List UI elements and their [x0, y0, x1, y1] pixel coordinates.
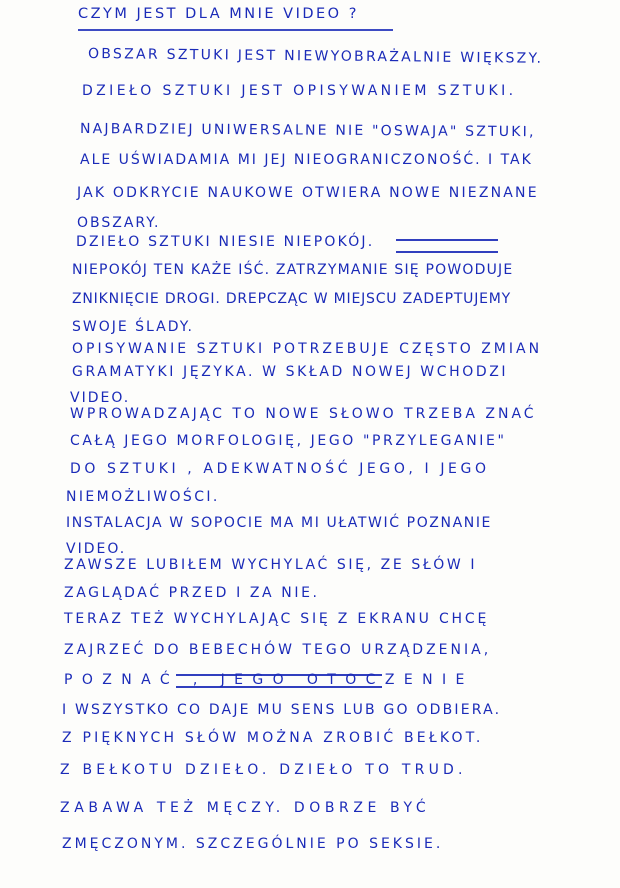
text-line-22: TERAZ TEŻ WYCHYLAJĄC SIĘ Z EKRANU CHCĘ: [64, 611, 490, 627]
text-line-18: INSTALACJA W SOPOCIE MA MI UŁATWIĆ POZNANIE: [66, 515, 492, 531]
text-line-24: POZNAĆ , JEGO OTOCZENIE: [64, 672, 474, 688]
text-line-9: ZNIKNIĘCIE DROGI. DREPCZĄC W MIEJSCU ZADEPTUJEMY: [72, 291, 512, 307]
title-underline: [78, 29, 393, 31]
text-line-20: ZAWSZE LUBIŁEM WYCHYLAĆ SIĘ, ZE SŁÓW I: [64, 557, 478, 573]
text-line-26: Z PIĘKNYCH SŁÓW MOŻNA ZROBIĆ BEŁKOT.: [62, 730, 484, 746]
text-line-8: NIEPOKÓJ TEN KAŻE IŚĆ. ZATRZYMANIE SIĘ POWODUJE: [72, 262, 514, 278]
text-line-13: VIDEO.: [70, 390, 131, 406]
page-title: CZYM JEST DLA MNIE VIDEO ?: [78, 6, 359, 22]
text-line-17: NIEMOŻLIWOŚCI.: [66, 489, 220, 505]
text-line-5: JAK ODKRYCIE NAUKOWE OTWIERA NOWE NIEZNANE: [77, 185, 539, 201]
strikethrough-1: [396, 239, 498, 253]
text-line-7: DZIEŁO SZTUKI NIESIE NIEPOKÓJ.: [76, 234, 375, 250]
text-line-15: CAŁĄ JEGO MORFOLOGIĘ, JEGO "PRZYLEGANIE": [70, 433, 507, 449]
text-line-19: VIDEO.: [66, 541, 127, 557]
text-line-1: OBSZAR SZTUKI JEST NIEWYOBRAŻALNIE WIĘKSZY.: [87, 46, 544, 67]
text-line-28: ZABAWA TEŻ MĘCZY. DOBRZE BYĆ: [60, 800, 431, 816]
strikethrough-2: [176, 674, 382, 688]
text-line-3: NAJBARDZIEJ UNIWERSALNE NIE "OSWAJA" SZTUKI,: [79, 121, 536, 141]
text-line-27: Z BEŁKOTU DZIEŁO. DZIEŁO TO TRUD.: [60, 762, 467, 778]
text-line-4: ALE UŚWIADAMIA MI JEJ NIEOGRANICZONOŚĆ. I TAK: [80, 152, 533, 168]
text-line-25: I WSZYSTKO CO DAJE MU SENS LUB GO ODBIERA.: [62, 702, 502, 718]
text-line-2: DZIEŁO SZTUKI JEST OPISYWANIEM SZTUKI.: [82, 83, 517, 99]
text-line-21: ZAGLĄDAĆ PRZED I ZA NIE.: [64, 585, 320, 601]
text-line-14: WPROWADZAJĄC TO NOWE SŁOWO TRZEBA ZNAĆ: [70, 406, 537, 422]
text-line-12: GRAMATYKI JĘZYKA. W SKŁAD NOWEJ WCHODZI: [72, 364, 509, 380]
text-line-11: OPISYWANIE SZTUKI POTRZEBUJE CZĘSTO ZMIAN: [72, 341, 543, 357]
text-line-23: ZAJRZEĆ DO BEBECHÓW TEGO URZĄDZENIA,: [64, 642, 492, 658]
text-line-29: ZMĘCZONYM. SZCZEGÓLNIE PO SEKSIE.: [62, 836, 444, 852]
text-line-16: DO SZTUKI , ADEKWATNOŚĆ JEGO, I JEGO: [70, 461, 490, 477]
text-line-6: OBSZARY.: [77, 215, 161, 231]
text-line-10: SWOJE ŚLADY.: [72, 319, 194, 335]
